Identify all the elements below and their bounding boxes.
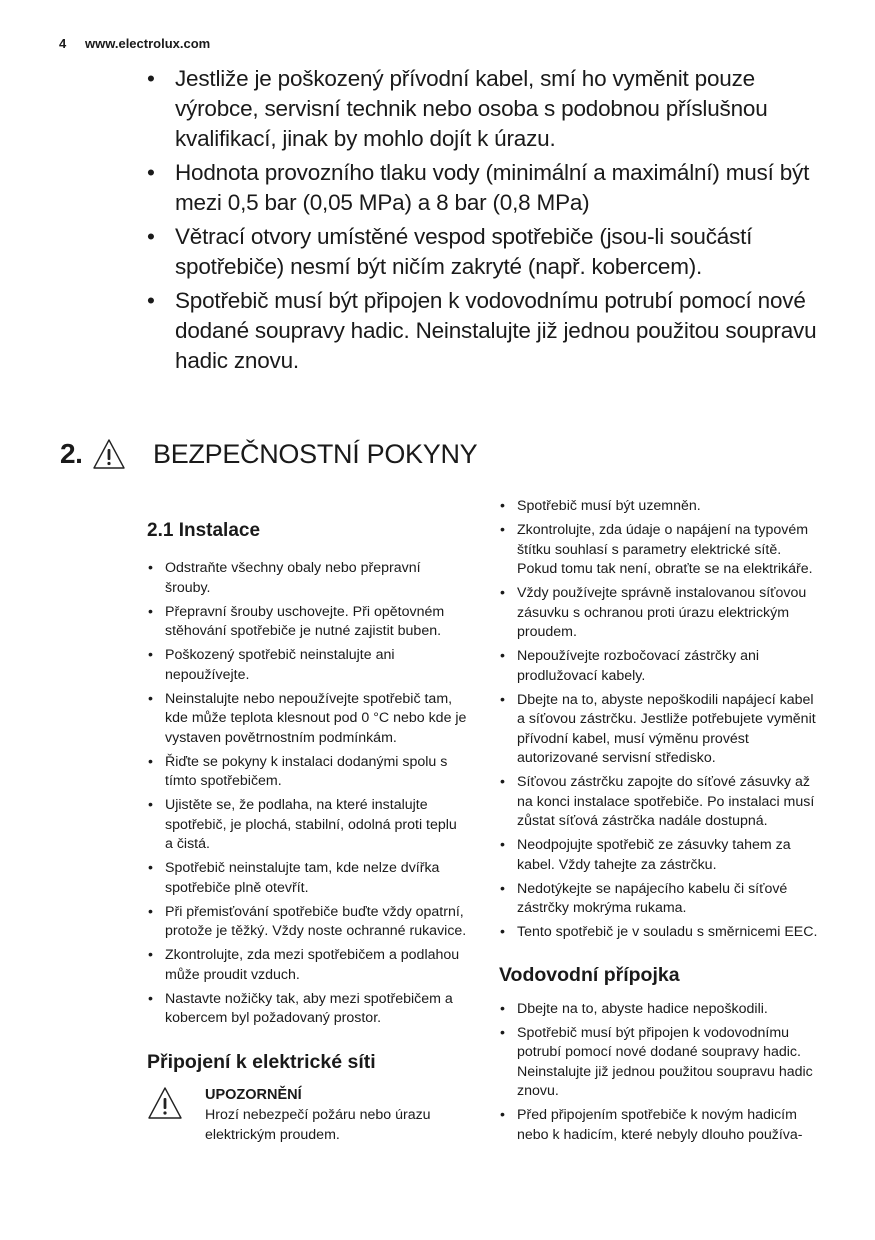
- warning-triangle-icon: [147, 1086, 183, 1120]
- list-item: • Zkontrolujte, zda údaje o napájení na typovém štítku souhlasí s parametry elektrické sítě. Pokud tomu tak není, obraťte se na elektrikáře.: [499, 521, 819, 580]
- website-url: www.electrolux.com: [85, 36, 211, 51]
- electrical-heading: Připojení k elektrické síti: [147, 1050, 376, 1073]
- electrical-list: [499, 497, 819, 943]
- list-item: • Nepoužívejte rozbočovací zástrčky ani prodlužovací kabely.: [499, 647, 819, 686]
- list-item: • Spotřebič musí být uzemněn.: [499, 497, 819, 517]
- water-list: [499, 1000, 819, 1146]
- list-item: • Při přemisťování spotřebiče buďte vždy opatrní, protože je těžký. Vždy noste ochranné rukavice.: [147, 903, 467, 942]
- list-item: • Hodnota provozního tlaku vody (minimální a maximální) musí být mezi 0,5 bar (0,05 MPa) a 8 bar (0,8 MPa): [145, 158, 825, 218]
- page-header: [59, 36, 210, 51]
- list-item: • Spotřebič neinstalujte tam, kde nelze dvířka spotřebiče plně otevřít.: [147, 859, 467, 898]
- list-item: • Dbejte na to, abyste nepoškodili napájecí kabel a síťovou zástrčku. Jestliže potřebujete vyměnit přívodní kabel, musí výměnu provést autorizované servisní středisko.: [499, 691, 819, 769]
- warning-title: UPOZORNĚNÍ: [205, 1086, 302, 1103]
- list-item: • Spotřebič musí být připojen k vodovodnímu potrubí pomocí nové dodané soupravy hadic. Neinstalujte již jednou použitou soupravu hadic znovu.: [499, 1024, 819, 1102]
- list-item: • Jestliže je poškozený přívodní kabel, smí ho vyměnit pouze výrobce, servisní technik nebo osoba s podobnou příslušnou kvalifikací, jinak by mohlo dojít k úrazu.: [145, 64, 825, 154]
- page-number: 4: [59, 36, 67, 51]
- list-item: • Ujistěte se, že podlaha, na které instalujte spotřebič, je plochá, stabilní, odolná proti teplu a čistá.: [147, 796, 467, 855]
- list-item: • Zkontrolujte, zda mezi spotřebičem a podlahou může proudit vzduch.: [147, 946, 467, 985]
- warning-triangle-icon: [92, 438, 126, 470]
- section-number: 2.: [60, 438, 83, 469]
- list-item: • Vždy používejte správně instalovanou síťovou zásuvku s ochranou proti úrazu elektrickým proudem.: [499, 584, 819, 643]
- list-item: • Přepravní šrouby uschovejte. Při opětovném stěhování spotřebiče je nutné zajistit buben.: [147, 603, 467, 642]
- installation-list: [147, 559, 467, 1029]
- warning-text: Hrozí nebezpečí požáru nebo úrazu elektrickým proudem.: [205, 1106, 431, 1143]
- list-item: • Větrací otvory umístěné vespod spotřebiče (jsou-li součástí spotřebiče) nesmí být ničím zakryté (např. kobercem).: [145, 222, 825, 282]
- installation-heading: [147, 520, 467, 542]
- list-item: • Poškozený spotřebič neinstalujte ani nepoužívejte.: [147, 646, 467, 685]
- list-item: • Řiďte se pokyny k instalaci dodanými spolu s tímto spotřebičem.: [147, 753, 467, 792]
- list-item: • Nedotýkejte se napájecího kabelu či síťové zástrčky mokrýma rukama.: [499, 880, 819, 919]
- list-item: • Síťovou zástrčku zapojte do síťové zásuvky až na konci instalace spotřebiče. Po instalaci musí zůstat síťová zástrčka nadále dostupná.: [499, 773, 819, 832]
- right-column: [499, 497, 819, 1150]
- water-heading: Vodovodní přípojka: [499, 963, 680, 986]
- list-item: • Spotřebič musí být připojen k vodovodnímu potrubí pomocí nové dodané soupravy hadic. Neinstalujte již jednou použitou soupravu hadic znovu.: [145, 286, 825, 376]
- subsection-title: Instalace: [178, 520, 261, 541]
- section-heading: [60, 434, 477, 474]
- list-item: • Odstraňte všechny obaly nebo přepravní šrouby.: [147, 559, 467, 598]
- warning-box: [147, 1086, 467, 1145]
- list-item: • Neinstalujte nebo nepoužívejte spotřebič tam, kde může teplota klesnout pod 0 °C nebo kde je vystaven povětrnostním podmínkám.: [147, 690, 467, 749]
- subsection-number: 2.1: [147, 520, 174, 541]
- list-item: • Dbejte na to, abyste hadice nepoškodili.: [499, 1000, 819, 1020]
- list-item: • Před připojením spotřebiče k novým hadicím nebo k hadicím, které nebyly dlouho používa-: [499, 1106, 819, 1145]
- list-item: • Neodpojujte spotřebič ze zásuvky tahem za kabel. Vždy tahejte za zástrčku.: [499, 836, 819, 875]
- warning-content: [205, 1086, 467, 1145]
- section-title: BEZPEČNOSTNÍ POKYNY: [153, 438, 478, 469]
- top-bullet-list: [145, 64, 825, 380]
- list-item: • Nastavte nožičky tak, aby mezi spotřebičem a kobercem byl požadovaný prostor.: [147, 990, 467, 1029]
- left-column: [147, 520, 467, 1145]
- list-item: • Tento spotřebič je v souladu s směrnicemi EEC.: [499, 923, 819, 943]
